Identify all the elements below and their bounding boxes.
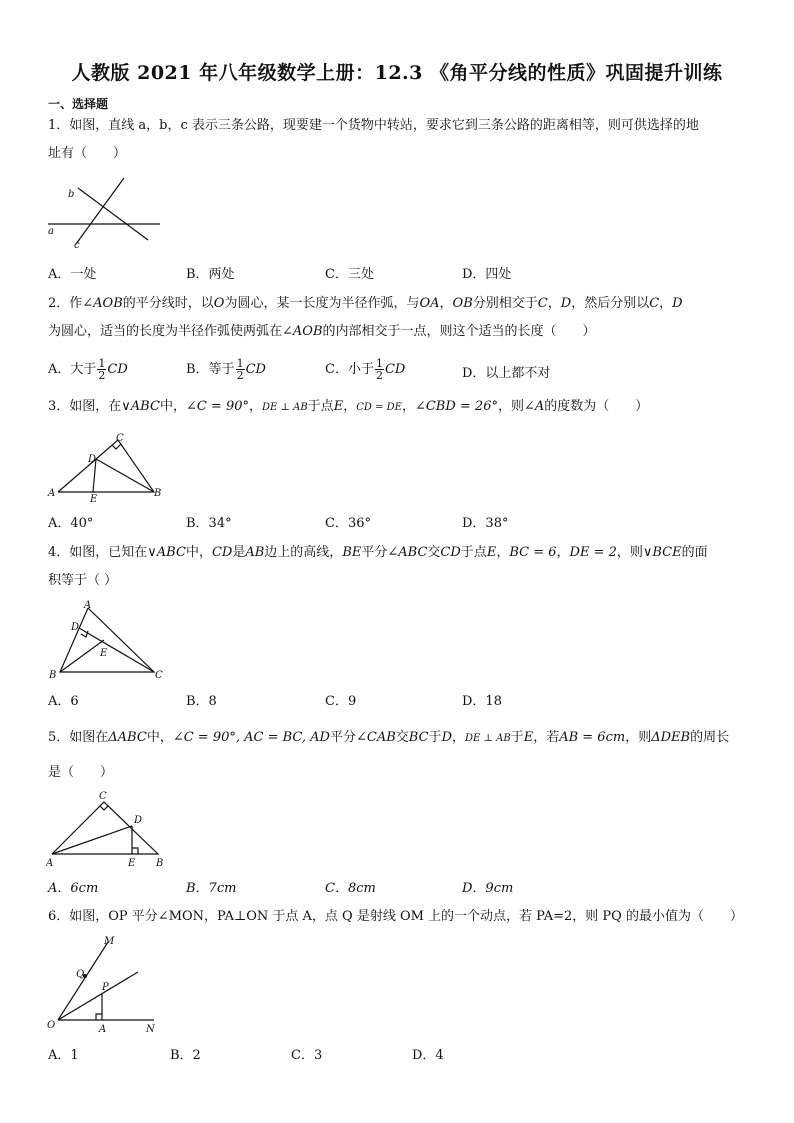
label-A: A (84, 600, 92, 611)
label-A: A (99, 1024, 107, 1035)
option-c[interactable]: C．9 (325, 694, 357, 709)
section-heading: 一、选择题 (48, 97, 109, 111)
question-4-line-1: 4．如图，已知在∨ABC中，CD是AB边上的高线，BE平分∠ABC交CD于点E，BC = 6，DE = 2，则∨BCE的面 (48, 545, 708, 560)
label-B: B (156, 858, 164, 869)
option-a[interactable]: A．一处 (48, 267, 97, 282)
label-C: C (155, 670, 163, 681)
question-6-line-1: 6．如图，OP 平分∠MON，PA⊥ON 于点 A，点 Q 是射线 OM 上的一个动点，若 PA=2，则 PQ 的最小值为（ ） (48, 909, 743, 924)
label-B: B (49, 670, 57, 681)
label-D: D (134, 815, 143, 826)
question-2-options (48, 358, 753, 384)
option-b[interactable]: B．8 (186, 694, 217, 709)
question-2-line-1: 2．作∠AOB的平分线时，以O为圆心，某一长度为半径作弧，与OA，OB分别相交于C，D，然后分别以C，D (48, 296, 683, 311)
question-5 (48, 721, 753, 790)
question-6-figure (44, 932, 169, 1037)
option-d[interactable]: D．以上都不对 (462, 366, 551, 381)
question-5-line-2: 是（ ） (48, 765, 114, 780)
label-E: E (90, 494, 98, 505)
right-angle-a (96, 1014, 102, 1020)
label-B: B (154, 488, 162, 499)
option-a[interactable]: A．6 (48, 694, 79, 709)
question-6 (48, 903, 753, 931)
ray-op (58, 972, 138, 1020)
right-angle-c (100, 806, 108, 810)
option-d[interactable]: D．9cm (462, 881, 514, 896)
line-b (78, 188, 148, 240)
question-2 (48, 290, 753, 346)
option-b[interactable]: B．7cm (186, 881, 237, 896)
label-Q: Q (76, 969, 85, 980)
option-a[interactable]: A．6cm (48, 881, 99, 896)
option-b[interactable]: B．2 (170, 1048, 201, 1063)
ray-om (58, 942, 108, 1020)
label-C: C (99, 791, 107, 802)
option-d[interactable]: D．4 (412, 1048, 444, 1063)
option-a[interactable]: A．1 (48, 1048, 79, 1063)
option-c[interactable]: C．3 (291, 1048, 323, 1063)
question-1-figure (44, 172, 164, 252)
label-P: P (102, 982, 109, 993)
option-d[interactable]: D．18 (462, 694, 502, 709)
label-A: A (48, 488, 56, 499)
question-4-figure (46, 598, 171, 683)
option-b[interactable]: B．等于 $\frac{1}{2}$ CD (186, 357, 266, 382)
option-c[interactable]: C．36° (325, 516, 371, 531)
option-d[interactable]: D．四处 (462, 267, 512, 282)
question-6-options (48, 1044, 753, 1064)
option-a[interactable]: A．40° (48, 516, 94, 531)
question-5-options (48, 877, 753, 897)
page-title: 人教版 2021 年八年级数学上册：12.3 《角平分线的性质》巩固提升训练 (71, 62, 723, 84)
question-3-options (48, 512, 753, 532)
label-E: E (100, 648, 108, 659)
option-c[interactable]: C．小于 $\frac{1}{2}$ CD (325, 357, 406, 382)
label-c: c (74, 240, 80, 251)
question-1-line-2: 址有（ ） (48, 146, 127, 161)
right-angle-e (132, 848, 138, 854)
label-N: N (146, 1024, 155, 1035)
option-c[interactable]: C．三处 (325, 267, 374, 282)
label-O: O (47, 1020, 56, 1031)
option-c[interactable]: C．8cm (325, 881, 376, 896)
segment-bd (96, 459, 154, 492)
question-1 (48, 112, 753, 168)
option-b[interactable]: B．两处 (186, 267, 235, 282)
option-a[interactable]: A．大于 $\frac{1}{2}$ CD (48, 357, 128, 382)
question-3-figure (46, 432, 171, 507)
label-C: C (116, 433, 124, 444)
question-1-options (48, 263, 753, 283)
question-4-line-2: 积等于（ ） (48, 573, 118, 588)
question-3 (48, 393, 753, 422)
label-E: E (128, 858, 136, 869)
label-A: A (46, 858, 54, 869)
label-D: D (88, 454, 97, 465)
segment-ad (52, 826, 132, 854)
question-3-line-1: 3．如图，在∨ABC中，∠C = 90°，DE ⊥ AB于点E，CD = DE，∠CBD = 26°，则∠A的度数为（ ） (48, 399, 649, 414)
question-1-line-1: 1．如图，直线 a，b，c 表示三条公路，现要建一个货物中转站，要求它到三条公路的距离相等，则可供选择的地 (48, 118, 699, 133)
line-c (76, 178, 124, 244)
option-d[interactable]: D．38° (462, 516, 509, 531)
question-5-figure (46, 786, 176, 871)
question-2-line-2: 为圆心，适当的长度为半径作弧使两弧在∠AOB的内部相交于一点，则这个适当的长度（ ） (48, 324, 596, 339)
option-b[interactable]: B．34° (186, 516, 232, 531)
question-4-options (48, 690, 753, 710)
label-D: D (71, 622, 80, 633)
label-a: a (48, 226, 54, 237)
label-b: b (68, 189, 75, 200)
question-5-line-1: 5．如图在ΔABC中，∠C = 90°, AC = BC, AD平分∠CAB交BC于D，DE ⊥ AB于E，若AB = 6cm，则ΔDEB的周长 (48, 730, 730, 745)
label-M: M (104, 936, 115, 947)
question-4 (48, 539, 753, 595)
